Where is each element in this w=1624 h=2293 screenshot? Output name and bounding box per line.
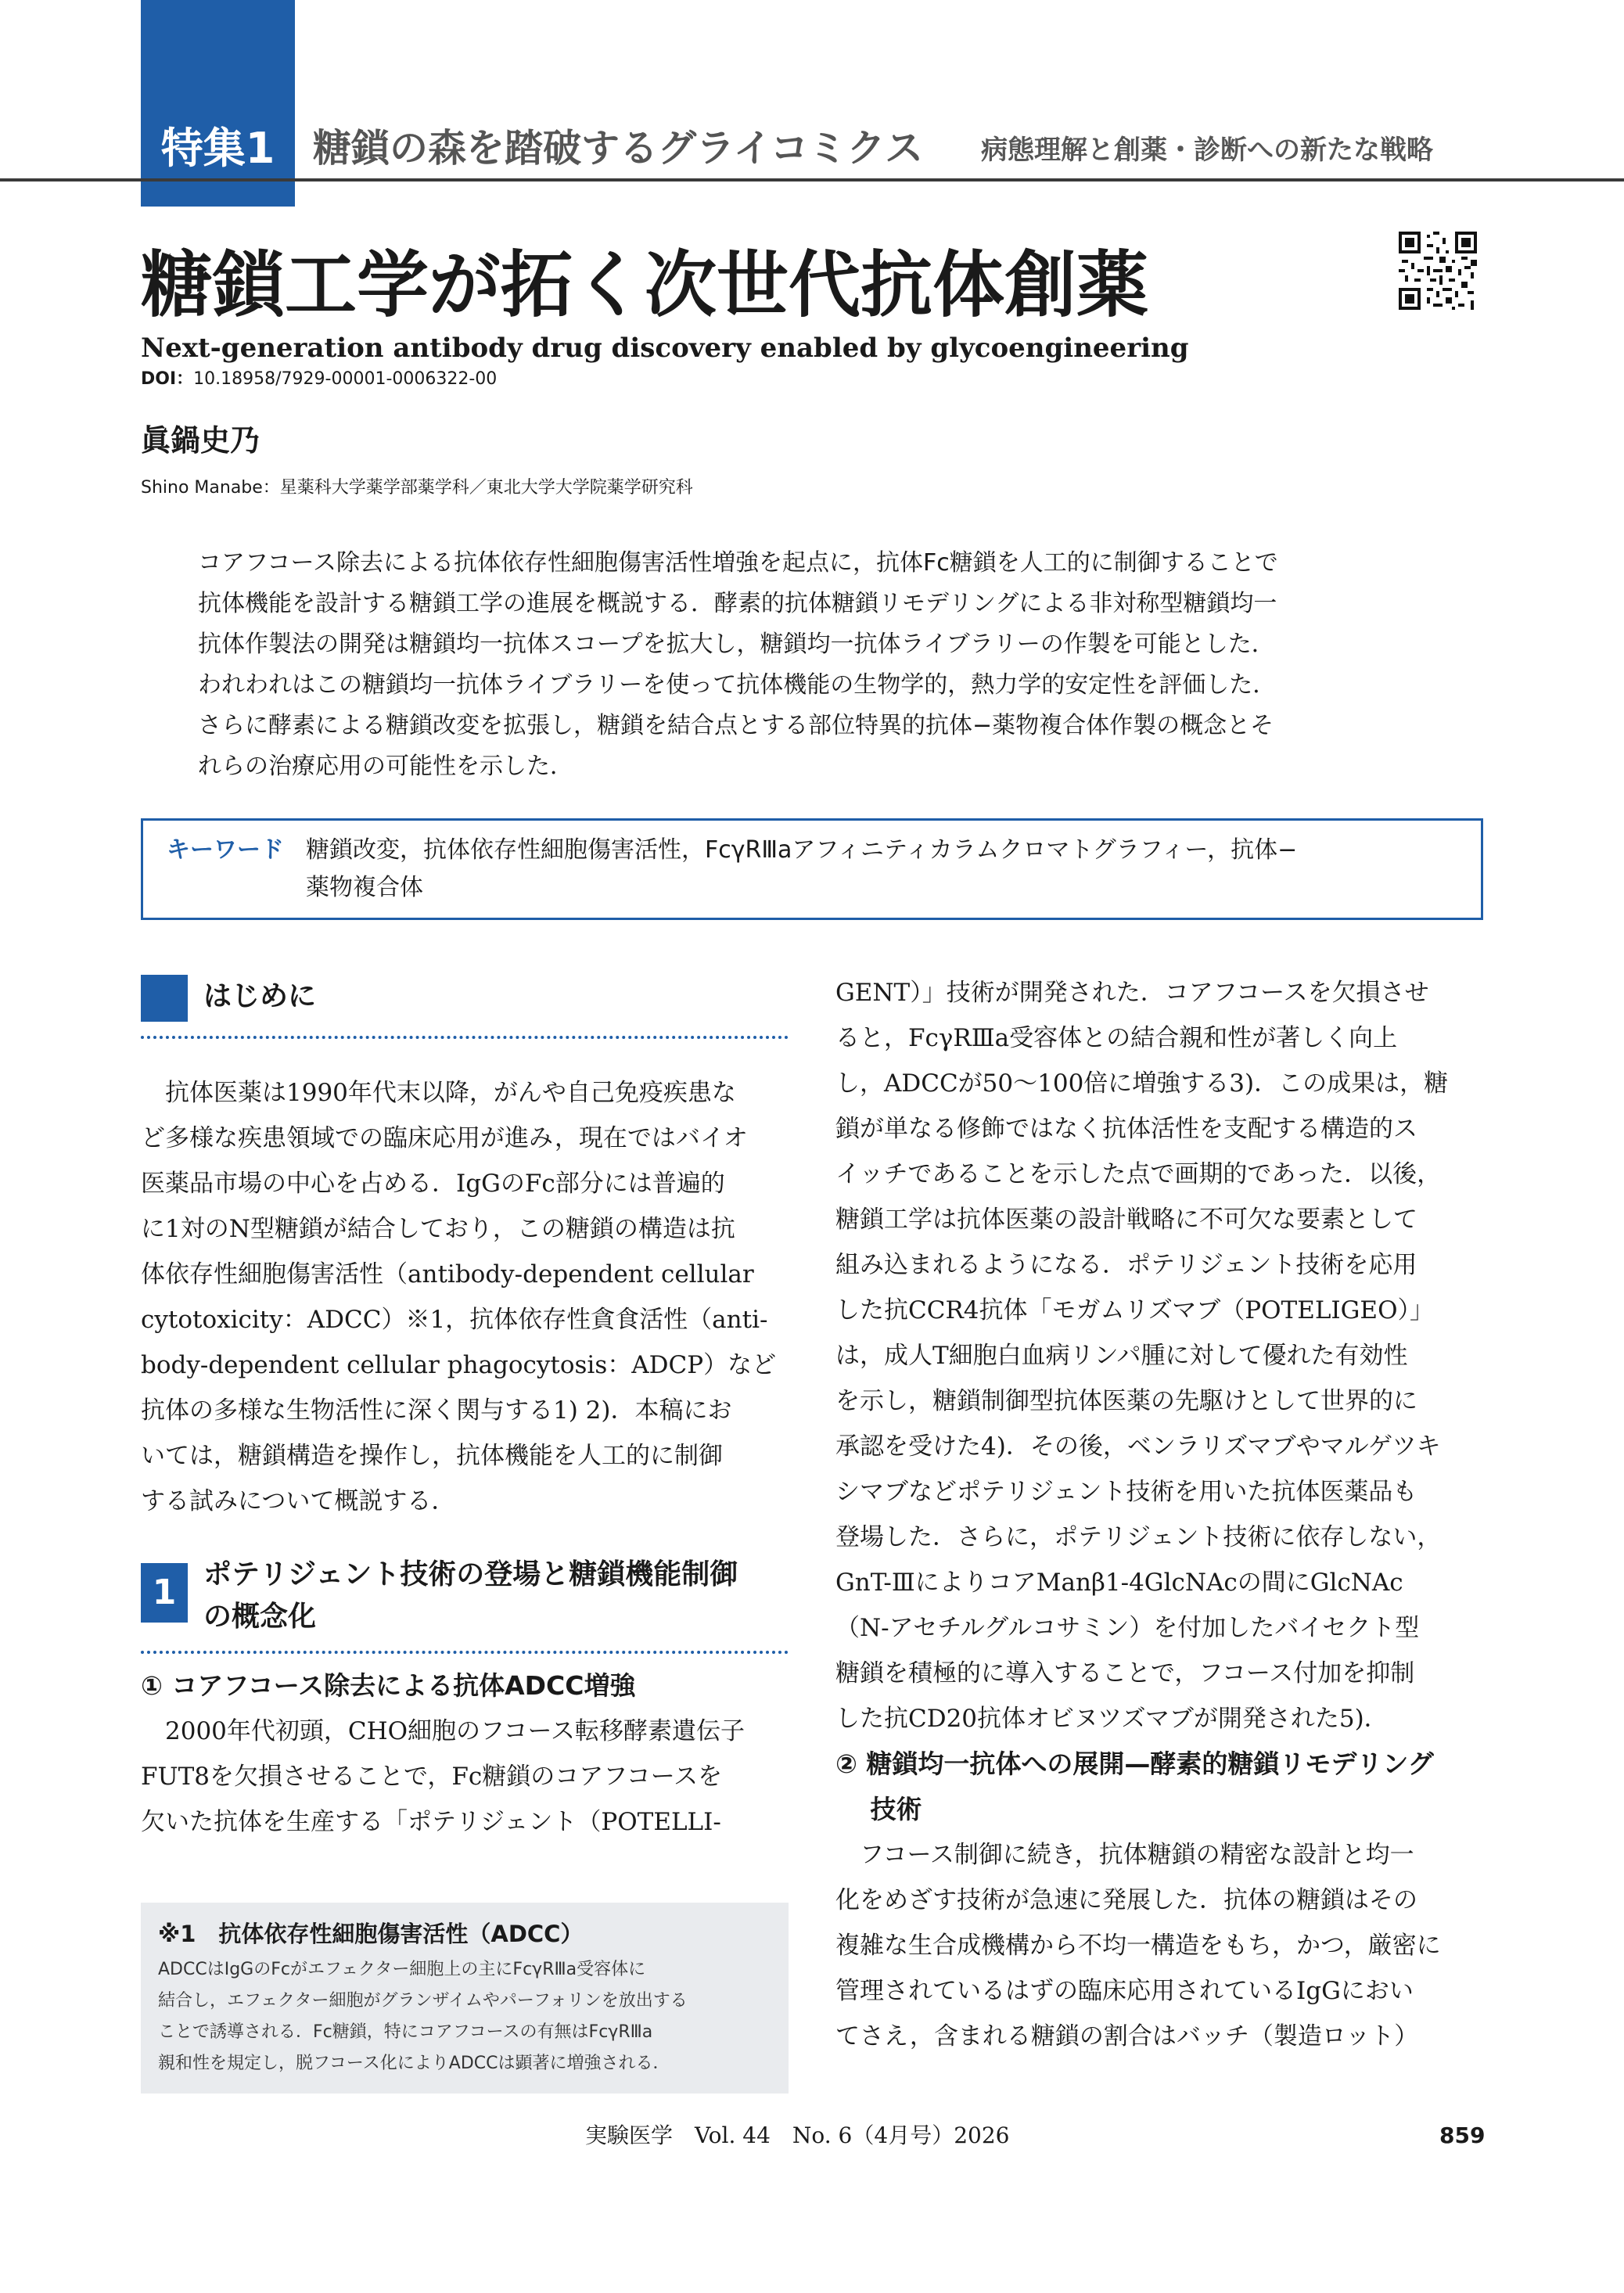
body-line: （N-アセチルグルコサミン）を付加したバイセクト型 <box>835 1614 1420 1642</box>
body-line: 体依存性細胞傷害活性（antibody-dependent cellular <box>141 1260 754 1288</box>
body-line: シマブなどポテリジェント技術を用いた抗体医薬品も <box>835 1478 1417 1506</box>
body-line: 医薬品市場の中心を占める．IgGのFc部分には普遍的 <box>141 1170 725 1198</box>
section-marker-icon <box>141 975 188 1022</box>
body-line: 登場した．さらに，ポテリジェント技術に依存しない， <box>835 1523 1442 1551</box>
body-line: 組み込まれるようになる．ポテリジェント技術を応用 <box>835 1251 1417 1279</box>
body-line: し，ADCCが50〜100倍に増強する3)．この成果は，糖 <box>835 1069 1449 1098</box>
intro-heading <box>141 970 789 1039</box>
footnote-line: 親和性を規定し，脱フコース化によりADCCは顕著に増強される． <box>158 2054 670 2073</box>
series-tag: 特集1 <box>160 124 275 173</box>
body-line: に1対のN型糖鎖が結合しており，この糖鎖の構造は抗 <box>141 1215 735 1243</box>
intro-title: はじめに <box>203 980 317 1012</box>
keywords-line: 糖鎖改変，抗体依存性細胞傷害活性，FcγRⅢaアフィニティカラムクロマトグラフィー，抗体− <box>306 836 1298 864</box>
body-line: 複雑な生合成機構から不均一構造をもち，かつ，厳密に <box>835 1932 1441 1960</box>
qr-code-icon[interactable] <box>1399 232 1477 310</box>
section-1-title-line: ポテリジェント技術の登場と糖鎖機能制御 <box>203 1558 738 1590</box>
author-name: 眞鍋史乃 <box>141 423 260 458</box>
right-column <box>835 970 1483 2059</box>
keywords-line: 薬物複合体 <box>306 874 423 901</box>
section-1-heading <box>141 1544 789 1654</box>
article-title-english: Next-generation antibody drug discovery enabled by glycoengineering <box>141 332 1189 364</box>
body-line: 糖鎖工学は抗体医薬の設計戦略に不可欠な要素として <box>835 1206 1417 1234</box>
body-line: 2000年代初頭，CHO細胞のフコース転移酵素遺伝子 <box>141 1717 745 1745</box>
body-line: 鎖が単なる修飾ではなく抗体活性を支配する構造的ス <box>835 1115 1417 1143</box>
body-line: 化をめざす技術が急速に発展した．抗体の糖鎖はその <box>835 1886 1417 1914</box>
footnote-line: ADCCはIgGのFcがエフェクター細胞上の主にFcγRⅢa受容体に <box>158 1960 646 1979</box>
footer-journal: 実験医学 Vol. 44 No. 6（4月号）2026 <box>585 2122 1010 2148</box>
abstract-line: さらに酵素による糖鎖改変を拡張し，糖鎖を結合点とする部位特異的抗体−薬物複合体作製の概念とそ <box>198 712 1274 739</box>
body-line: を示し，糖鎖制御型抗体医薬の先駆けとして世界的に <box>835 1387 1417 1415</box>
body-line: cytotoxicity：ADCC）※1，抗体依存性貪食活性（anti- <box>141 1306 768 1334</box>
doi-line[interactable] <box>141 364 497 395</box>
body-line: した抗CD20抗体オビヌツズマブが開発された5)． <box>835 1705 1389 1733</box>
section-1-title-line: の概念化 <box>203 1601 317 1633</box>
subsection-1-title: ① コアフコース除去による抗体ADCC増強 <box>141 1670 636 1701</box>
body-line: body-dependent cellular phagocytosis：ADCP）など <box>141 1351 777 1379</box>
body-line: は，成人T細胞白血病リンパ腫に対して優れた有効性 <box>835 1342 1408 1370</box>
series-title: 糖鎖の森を踏破するグライコミクス <box>313 126 924 171</box>
body-line: 管理されているはずの臨床応用されているIgGにおい <box>835 1977 1414 2005</box>
body-line: イッチであることを示した点で画期的であった．以後， <box>835 1160 1442 1188</box>
body-line: 糖鎖を積極的に導入することで，フコース付加を抑制 <box>835 1659 1415 1687</box>
body-line: 抗体医薬は1990年代末以降，がんや自己免疫疾患な <box>141 1079 736 1107</box>
page-number: 859 <box>1439 2122 1486 2148</box>
body-line: 承認を受けた4)．その後，ベンラリズマブやマルゲツキ <box>835 1432 1441 1461</box>
article-title: 糖鎖工学が拓く次世代抗体創薬 <box>141 243 1149 327</box>
body-line: いては，糖鎖構造を操作し，抗体機能を人工的に制御 <box>141 1442 723 1470</box>
author-affiliation: Shino Manabe：星薬科大学薬学部薬学科／東北大学大学院薬学研究科 <box>141 478 693 498</box>
subsection-1-body <box>141 1709 789 1845</box>
subsection-2-title: ② 糖鎖均一抗体への展開—酵素的糖鎖リモデリング <box>835 1749 1434 1779</box>
abstract-line: 抗体作製法の開発は糖鎖均一抗体スコープを拡大し，糖鎖均一抗体ライブラリーの作製を可能とした． <box>198 631 1275 658</box>
keywords-text <box>306 832 1464 907</box>
abstract-line: 抗体機能を設計する糖鎖工学の進展を概説する．酵素的抗体糖鎖リモデリングによる非対称型糖鎖均一 <box>198 590 1277 617</box>
footnote-title: ※1 抗体依存性細胞傷害活性（ADCC） <box>158 1921 584 1947</box>
footnote-line: ことで誘導される．Fc糖鎖，特にコアフコースの有無はFcγRⅢa <box>158 2022 653 2042</box>
right-body-a <box>835 970 1483 1741</box>
intro-body <box>141 1070 789 1524</box>
abstract <box>198 543 1450 787</box>
footnote-box <box>141 1903 789 2094</box>
section-1-number: 1 <box>141 1563 188 1623</box>
body-line: ど多様な疾患領域での臨床応用が進み，現在ではバイオ <box>141 1124 748 1152</box>
body-line: 抗体の多様な生物活性に深く関与する1) 2)．本稿にお <box>141 1396 732 1425</box>
left-column <box>141 970 789 1845</box>
body-line: ると，FcγRⅢa受容体との結合親和性が著しく向上 <box>835 1024 1398 1052</box>
doi-label: DOI： <box>141 369 194 389</box>
right-body-b <box>835 1832 1483 2059</box>
body-line: フコース制御に続き，抗体糖鎖の精密な設計と均一 <box>835 1841 1414 1869</box>
footnote-line: 結合し，エフェクター細胞がグランザイムやパーフォリンを放出する <box>158 1991 688 2011</box>
body-line: する試みについて概説する． <box>141 1487 456 1515</box>
abstract-line: れらの治療応用の可能性を示した． <box>198 753 573 780</box>
series-subtitle: 病態理解と創薬・診断への新たな戦略 <box>981 135 1433 166</box>
subsection-2-title: 技術 <box>835 1794 922 1824</box>
abstract-line: コアフコース除去による抗体依存性細胞傷害活性増強を起点に，抗体Fc糖鎖を人工的に制御することで <box>198 549 1278 577</box>
body-line: GnT-ⅢによりコアManβ1-4GlcNAcの間にGlcNAc <box>835 1569 1403 1597</box>
body-line: した抗CCR4抗体「モガムリズマブ（POTELIGEO）」 <box>835 1296 1434 1324</box>
abstract-line: われわれはこの糖鎖均一抗体ライブラリーを使って抗体機能の生物学的，熱力学的安定性を評価した． <box>198 671 1277 699</box>
body-line: FUT8を欠損させることで，Fc糖鎖のコアフコースを <box>141 1763 723 1791</box>
doi-value[interactable]: 10.18958/7929-00001-0006322-00 <box>193 369 498 389</box>
body-line: 欠いた抗体を生産する「ポテリジェント（POTELLI- <box>141 1808 721 1836</box>
body-line: GENT）」技術が開発された．コアフコースを欠損させ <box>835 979 1429 1007</box>
keywords-label: キーワード <box>167 836 284 864</box>
body-line: てさえ，含まれる糖鎖の割合はバッチ（製造ロット） <box>835 2022 1419 2050</box>
keywords-box <box>141 818 1483 920</box>
